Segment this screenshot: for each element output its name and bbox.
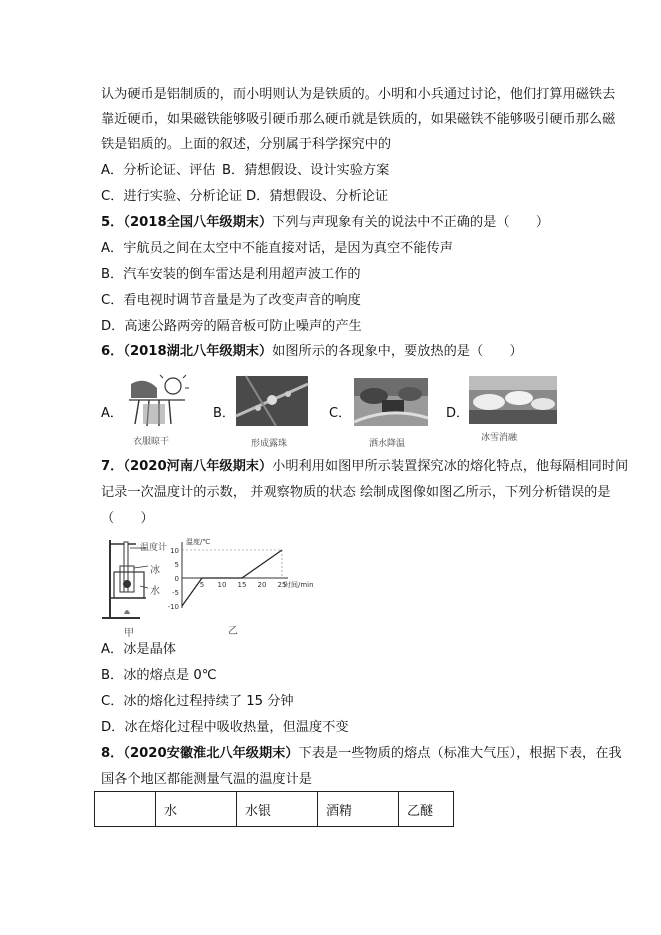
q7-question-1: 小明利用如图甲所示装置探究冰的熔化特点，他每隔相同时间: [272, 459, 629, 474]
q5-option-a: A．宇航员之间在太空中不能直接对话，是因为真空不能传声: [101, 241, 453, 256]
q6-stem: [101, 343, 523, 361]
x-tick-label: 20: [257, 581, 267, 589]
x-tick-label: 25: [277, 581, 287, 589]
q6-option-a-letter: A．: [101, 406, 123, 421]
q6-option-d-caption: 冰雪消融: [481, 433, 518, 443]
q6-option-d-letter: D．: [446, 406, 470, 421]
graph-caption: 乙: [228, 626, 238, 637]
x-tick-label: 15: [237, 581, 247, 589]
table-cell: 酒精: [318, 792, 399, 827]
q6-question: 如图所示的各现象中，要放热的是（ ）: [272, 344, 523, 359]
clothes-drying-illustration: [125, 374, 187, 432]
q5-option-d: D．高速公路两旁的隔音板可防止噪声的产生: [101, 319, 362, 334]
table-cell: 水: [156, 792, 237, 827]
apparatus-caption: 甲: [124, 628, 134, 639]
y-tick-label: 0: [174, 575, 179, 583]
q4-line-1: 认为硬币是铝制质的，而小明则认为是铁质的。小明和小兵通过讨论，他们打算用磁铁去: [101, 87, 616, 102]
y-tick-label: -5: [172, 589, 179, 597]
y-tick-label: -10: [167, 603, 179, 611]
q4-option-a: A．分析论证、评估: [101, 163, 216, 178]
y-tick-label: 10: [170, 547, 179, 555]
q7-option-d: D．冰在熔化过程中吸收热量，但温度不变: [101, 720, 349, 735]
q6-option-c-caption: 洒水降温: [369, 439, 406, 449]
dew-drops-photo: [236, 376, 308, 426]
q7-option-a: A．冰是晶体: [101, 642, 176, 657]
q8-source: 8．（2020安徽淮北八年级期末）: [101, 746, 299, 761]
temperature-time-graph: [167, 536, 314, 620]
q5-option-c: C．看电视时调节音量是为了改变声音的响度: [101, 293, 361, 308]
q4-line-2: 靠近硬币，如果磁铁能够吸引硬币那么硬币就是铁质的，如果磁铁不能够吸引硬币那么磁: [101, 112, 616, 127]
q6-source: 6．（2018湖北八年级期末）: [101, 344, 273, 359]
q8-line-1: [101, 745, 622, 763]
x-axis-label: 时间/min: [284, 581, 314, 589]
q7-line-1: [101, 458, 628, 476]
x-tick-label: 5: [199, 581, 205, 589]
q6-option-b-caption: 形成露珠: [251, 439, 288, 449]
y-tick-label: 5: [174, 561, 179, 569]
q7-experiment-figure: [100, 536, 314, 639]
water-sprinkling-photo: [354, 378, 428, 426]
q5-stem: [101, 214, 549, 232]
q5-option-b: B．汽车安装的倒车雷达是利用超声波工作的: [101, 267, 361, 282]
thermometer-label: 温度计: [140, 543, 168, 553]
q8-question-1: 下表是一些物质的熔点（标准大气压），根据下表，在我: [298, 746, 622, 761]
q5-question: 下列与声现象有关的说法中不正确的是（ ）: [272, 215, 550, 230]
ice-label: 冰: [150, 565, 160, 576]
table-row: [95, 792, 454, 827]
q7-option-c: C．冰的熔化过程持续了 15 分钟: [101, 694, 294, 709]
table-cell: 水银: [237, 792, 318, 827]
q6-option-a-caption: 衣服晾干: [133, 437, 170, 447]
y-axis-label: 温度/℃: [186, 538, 211, 546]
q7-line-2: 记录一次温度计的示数， 并观察物质的状态 绘制成图像如图乙所示，下列分析错误的是: [101, 485, 611, 500]
q4-option-c: C．进行实验、分析论证: [101, 189, 243, 204]
q4-option-d: D．猜想假设、分析论证: [246, 189, 389, 204]
q4-line-3: 铁是铝质的。上面的叙述，分别属于科学探究中的: [101, 137, 392, 152]
q6-figure-row: [101, 372, 561, 449]
q6-option-c-letter: C．: [329, 406, 352, 421]
snow-melting-photo: [469, 376, 557, 424]
q7-line-3: （ ）: [101, 511, 154, 526]
q6-option-b-letter: B．: [213, 406, 235, 421]
q7-option-b: B．冰的熔点是 0℃: [101, 668, 217, 683]
x-tick-label: 10: [217, 581, 227, 589]
water-label: 水: [150, 586, 160, 597]
table-cell: 乙醚: [399, 792, 454, 827]
q8-line-2: 国各个地区都能测量气温的温度计是: [101, 772, 312, 787]
q7-source: 7．（2020河南八年级期末）: [101, 459, 273, 474]
table-cell: [95, 792, 156, 827]
q4-option-b: B．猜想假设、设计实验方案: [222, 163, 390, 178]
q5-source: 5．（2018全国八年级期末）: [101, 215, 273, 230]
melting-point-table: [94, 791, 454, 827]
